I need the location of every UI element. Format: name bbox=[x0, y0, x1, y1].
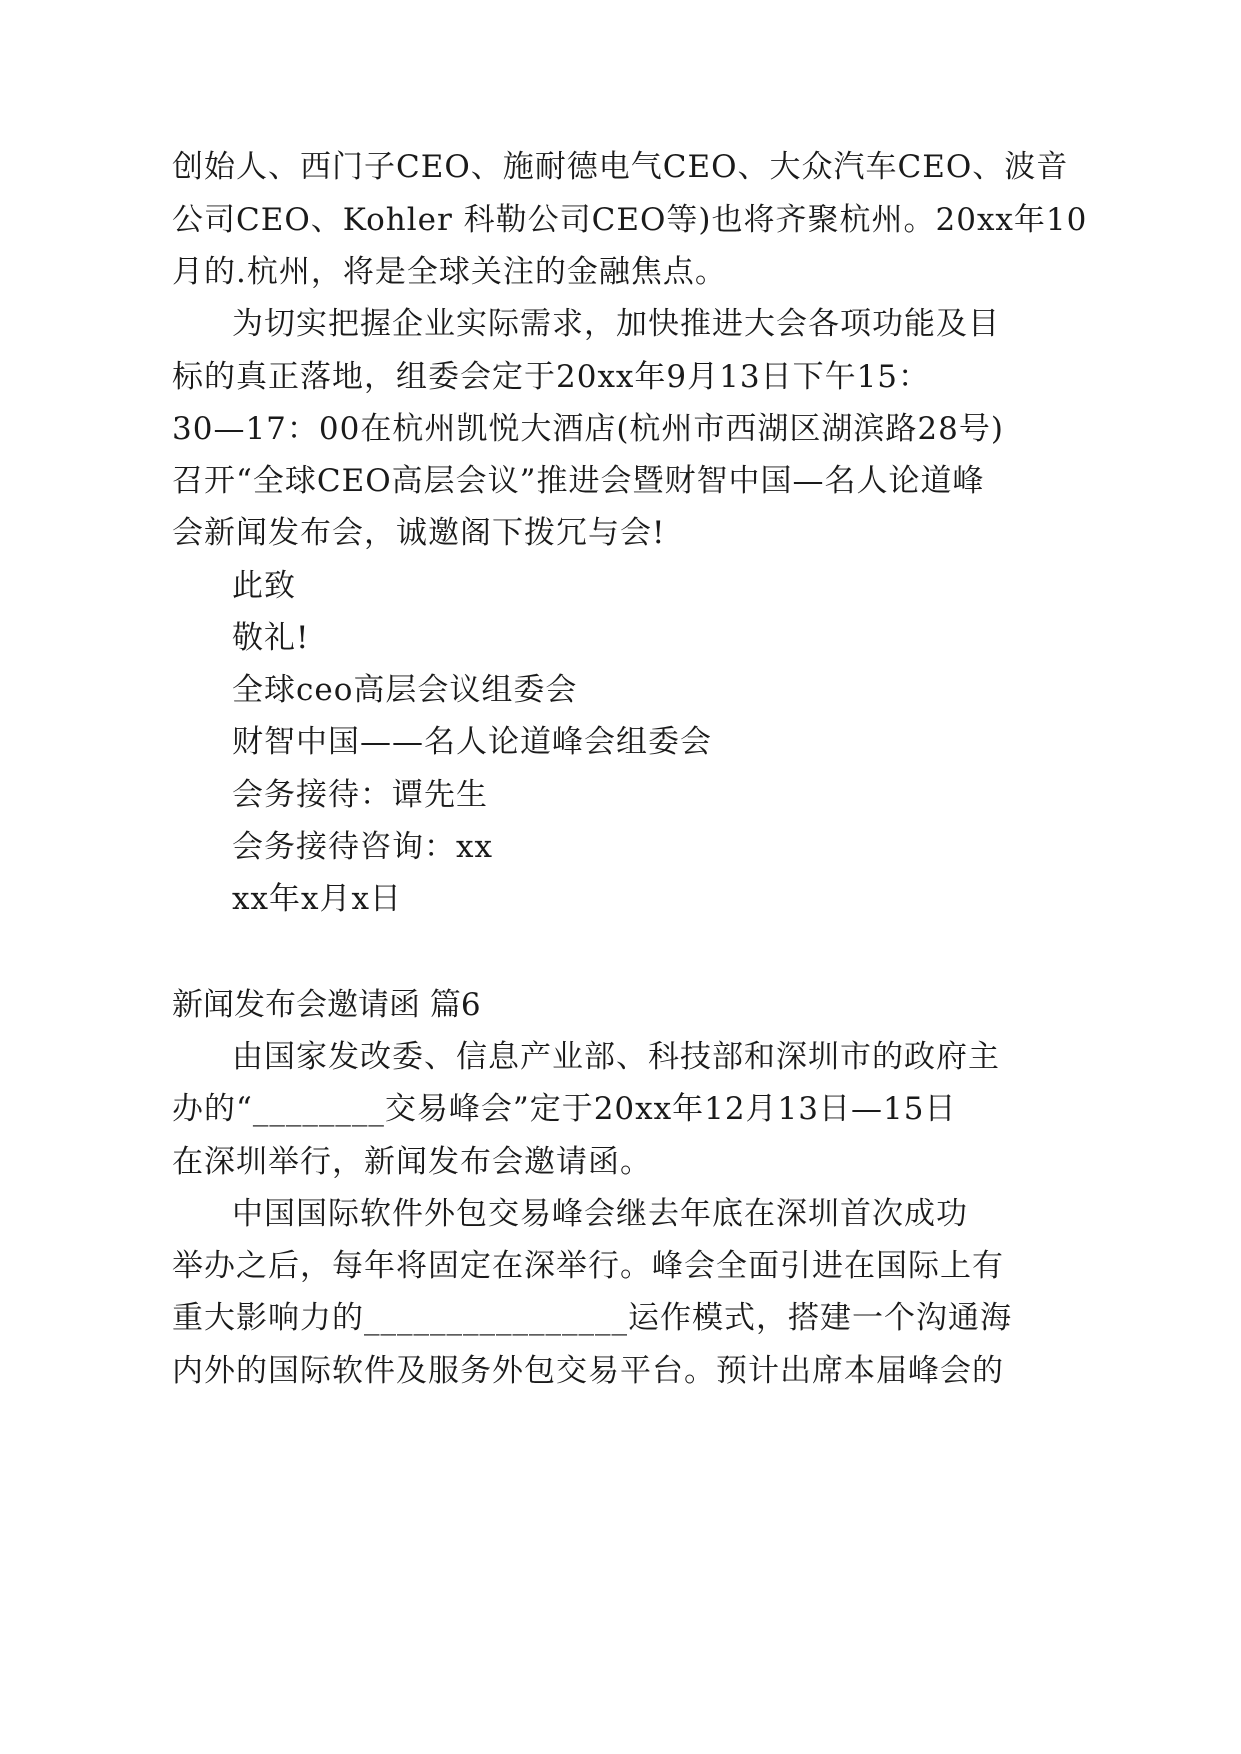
body-line: 创始人、西门子CEO、施耐德电气CEO、大众汽车CEO、波音 bbox=[172, 149, 1069, 185]
body-line: 月的.杭州，将是全球关注的金融焦点。 bbox=[172, 254, 727, 290]
body-line: 由国家发改委、信息产业部、科技部和深圳市的政府主 bbox=[232, 1039, 1000, 1075]
body-line: 中国国际软件外包交易峰会继去年底在深圳首次成功 bbox=[232, 1196, 968, 1232]
signature-line: 全球ceo高层会议组委会 bbox=[232, 672, 578, 708]
section-heading: 新闻发布会邀请函 篇6 bbox=[172, 987, 481, 1023]
signature-line: 会务接待咨询：xx bbox=[232, 829, 493, 865]
body-line: 内外的国际软件及服务外包交易平台。预计出席本届峰会的 bbox=[172, 1353, 1004, 1389]
body-line: 办的“________交易峰会”定于20xx年12月13日—15日 bbox=[172, 1091, 957, 1127]
body-line: 召开“全球CEO高层会议”推进会暨财智中国—名人论道峰 bbox=[172, 463, 985, 499]
body-line: 举办之后，每年将固定在深举行。峰会全面引进在国际上有 bbox=[172, 1248, 1004, 1284]
body-line: 标的真正落地，组委会定于20xx年9月13日下午15： bbox=[172, 359, 931, 395]
closing-line: 敬礼! bbox=[232, 620, 310, 656]
date-line: xx年x月x日 bbox=[232, 881, 402, 917]
body-line: 为切实把握企业实际需求，加快推进大会各项功能及目 bbox=[232, 306, 1000, 342]
body-line: 重大影响力的________________运作模式，搭建一个沟通海 bbox=[172, 1300, 1012, 1336]
closing-line: 此致 bbox=[232, 568, 296, 604]
signature-line: 会务接待：谭先生 bbox=[232, 777, 488, 813]
body-line: 在深圳举行，新闻发布会邀请函。 bbox=[172, 1144, 652, 1180]
body-line: 公司CEO、Kohler 科勒公司CEO等)也将齐聚杭州。20xx年10 bbox=[172, 202, 1088, 238]
signature-line: 财智中国——名人论道峰会组委会 bbox=[232, 724, 712, 760]
body-line: 30—17：00在杭州凯悦大酒店(杭州市西湖区湖滨路28号) bbox=[172, 411, 1004, 447]
body-line: 会新闻发布会，诚邀阁下拨冗与会! bbox=[172, 515, 666, 551]
